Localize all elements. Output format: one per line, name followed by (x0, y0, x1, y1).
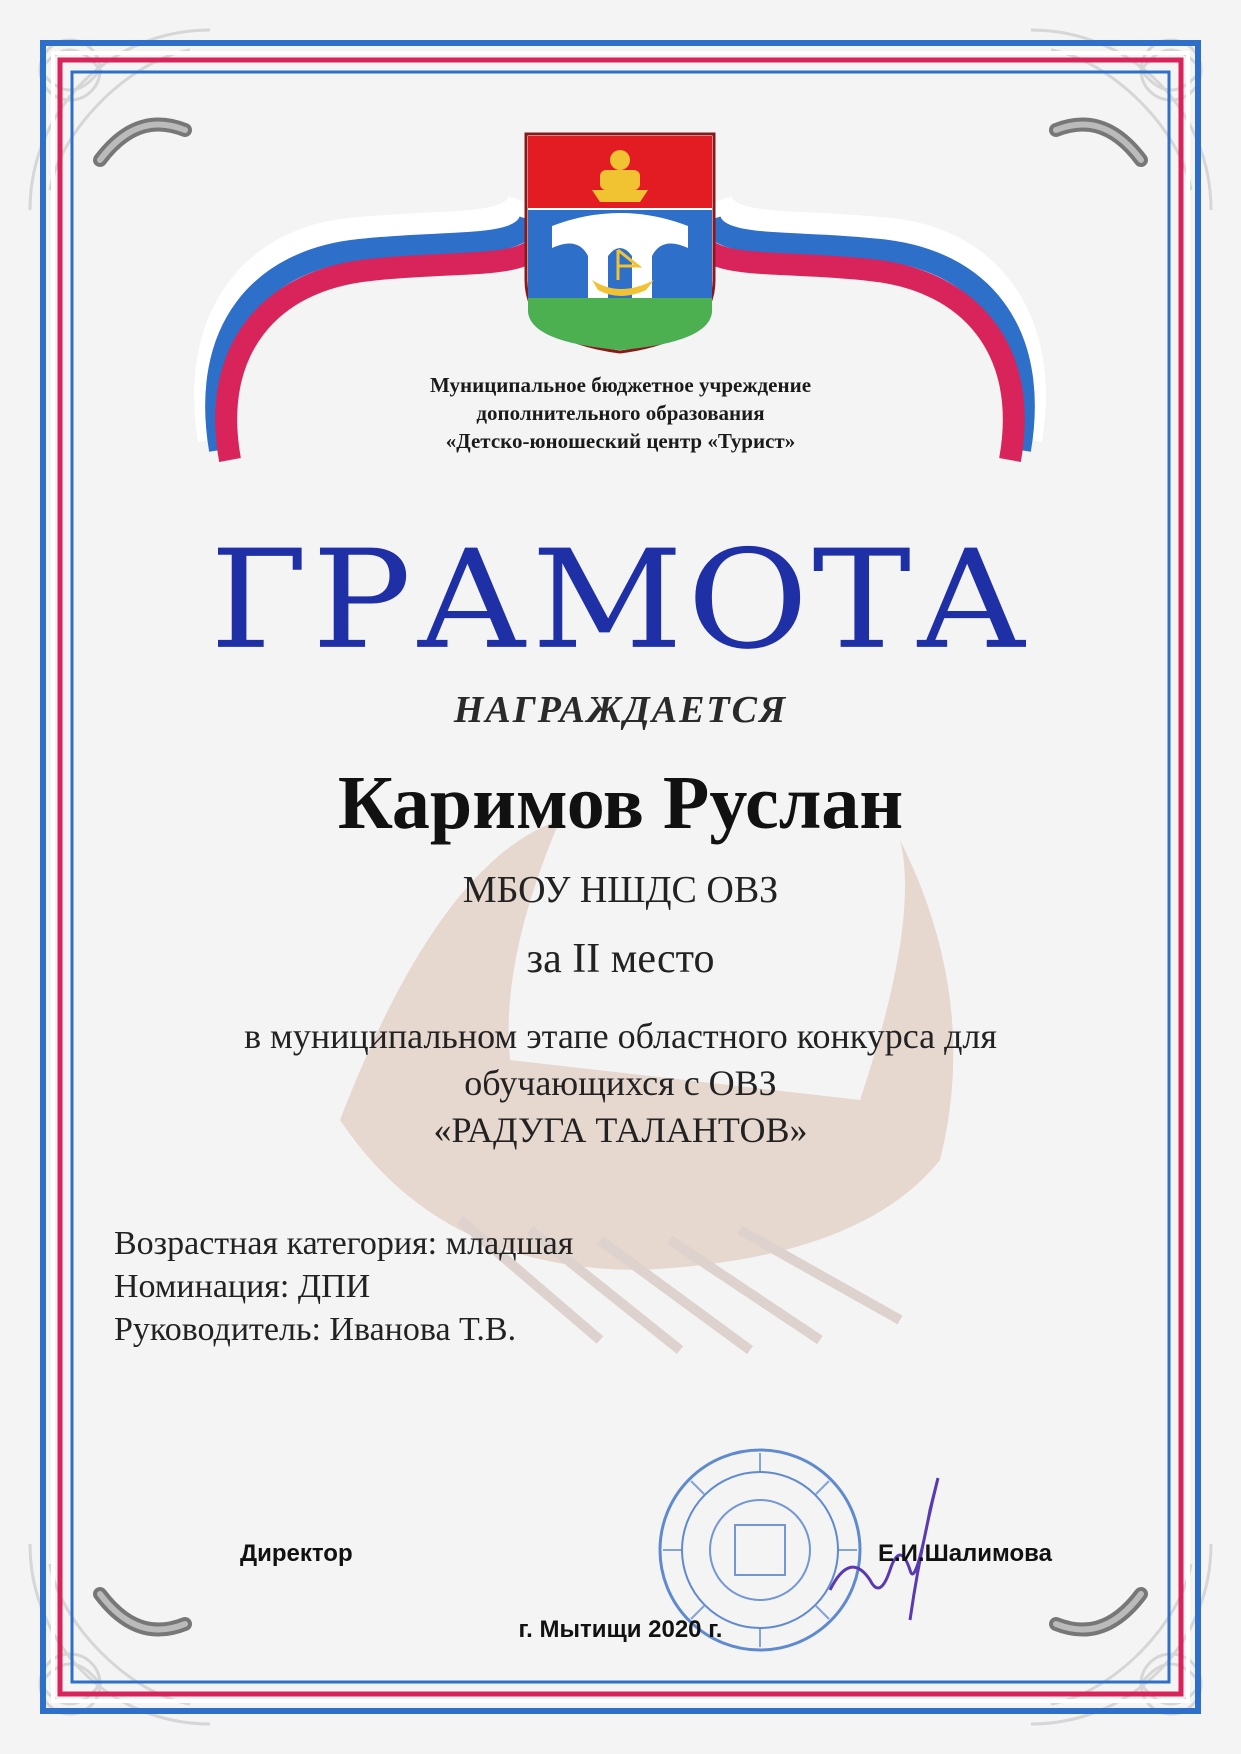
contest-line-2: обучающихся с ОВЗ (464, 1063, 777, 1103)
recipient-name: Каримов Руслан (337, 761, 904, 845)
contest-description (140, 1013, 1101, 1154)
recipient-school: МБОУ НШДС ОВЗ (462, 869, 779, 911)
organization-line-1: Муниципальное бюджетное учреждение (429, 373, 812, 397)
awarded-label: НАГРАЖДАЕТСЯ (453, 689, 788, 731)
award-place: за II место (526, 936, 715, 982)
city-year: г. Мытищи 2020 г. (518, 1616, 723, 1643)
certificate-title: ГРАМОТА (209, 520, 1032, 680)
supervisor: Руководитель: Иванова Т.В. (114, 1311, 517, 1348)
director-title: Директор (240, 1540, 353, 1567)
coat-of-arms-icon (522, 130, 718, 356)
organization-name (300, 371, 941, 455)
corner-ornament-icon (10, 1524, 230, 1744)
organization-line-3: «Детско-юношеский центр «Турист» (445, 429, 796, 453)
age-category: Возрастная категория: младшая (114, 1225, 574, 1262)
award-details (114, 1222, 914, 1351)
contest-line-1: в муниципальном этапе областного конкурса для (244, 1016, 997, 1056)
nomination: Номинация: ДПИ (114, 1268, 371, 1305)
director-name: Е.И.Шалимова (878, 1540, 1052, 1567)
contest-line-3: «РАДУГА ТАЛАНТОВ» (433, 1110, 808, 1150)
organization-line-2: дополнительного образования (476, 401, 765, 425)
